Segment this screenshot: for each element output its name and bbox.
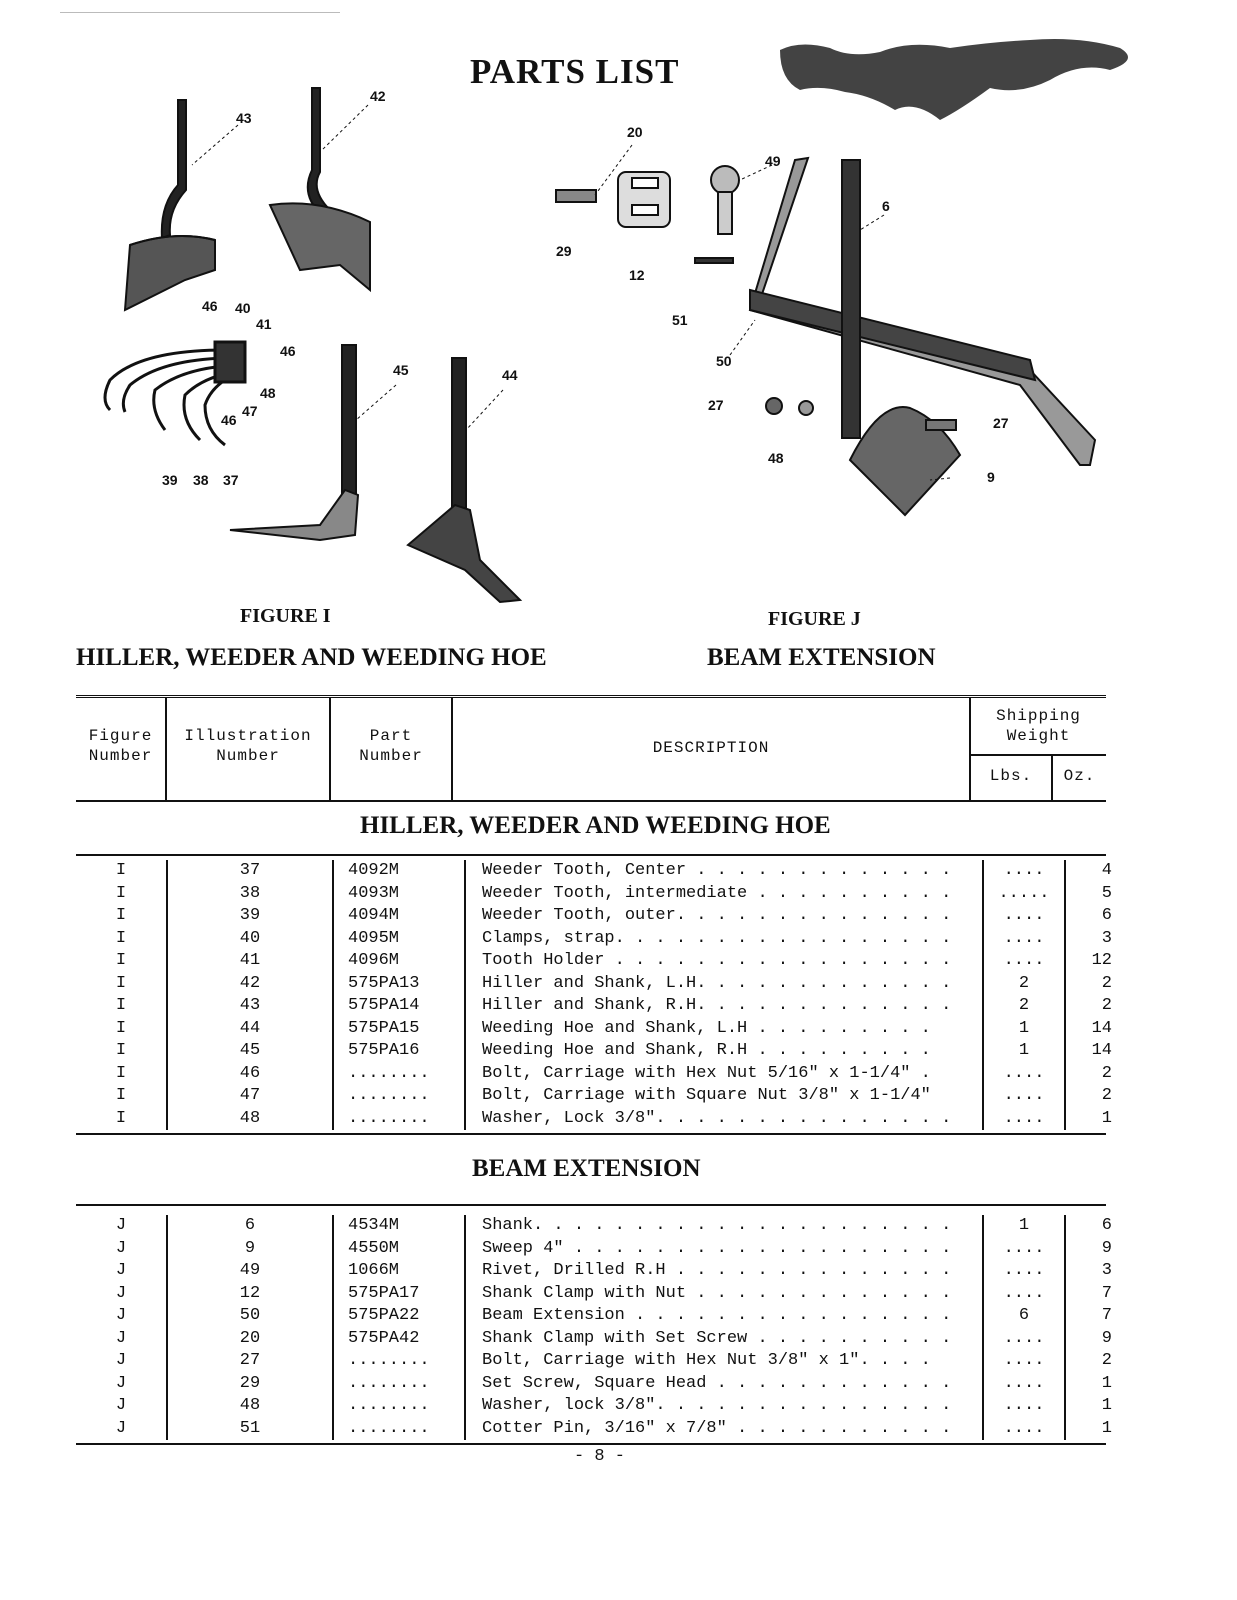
cell-part-number: 4096M	[333, 950, 465, 973]
cell-oz: 7	[1065, 1283, 1126, 1306]
cell-illustration-number: 20	[167, 1328, 333, 1351]
cell-figure-number: J	[115, 1373, 127, 1393]
cell-lbs: ....	[983, 1238, 1065, 1261]
cell-description: Hiller and Shank, R.H. . . . . . . . . . . . .	[465, 995, 983, 1018]
ink-smudge	[780, 39, 1128, 120]
table-row	[76, 1040, 1126, 1063]
callout-i-45: 45	[393, 362, 409, 378]
header-figure-number: Figure Number	[88, 727, 153, 765]
cell-figure-number: I	[115, 1018, 127, 1038]
cell-description: Weeding Hoe and Shank, L.H . . . . . . . . .	[465, 1018, 983, 1041]
table-row	[76, 1395, 1126, 1418]
callout-j-6: 6	[882, 198, 890, 214]
cell-description: Shank Clamp with Nut . . . . . . . . . . . . .	[465, 1283, 983, 1306]
cell-part-number: 4534M	[333, 1215, 465, 1238]
table-row	[76, 1063, 1126, 1086]
cell-oz: 4	[1065, 860, 1126, 883]
cell-lbs: ....	[983, 1395, 1065, 1418]
cell-figure-number: J	[115, 1216, 127, 1235]
weeding-hoe-lh	[408, 358, 520, 602]
cell-oz: 3	[1065, 928, 1126, 951]
cell-part-number: ........	[333, 1063, 465, 1086]
cell-description: Tooth Holder . . . . . . . . . . . . . . . . .	[465, 950, 983, 973]
cell-oz: 14	[1065, 1040, 1126, 1063]
callout-i-46b: 46	[280, 343, 296, 359]
cell-figure-number: J	[115, 1418, 127, 1438]
header-oz: Oz.	[1063, 767, 1096, 785]
cell-oz: 14	[1065, 1018, 1126, 1041]
figure-j-label: FIGURE J	[768, 608, 861, 630]
section-end-rule-beam	[76, 1443, 1106, 1445]
callout-i-40: 40	[235, 300, 251, 316]
cell-figure-number: I	[115, 951, 127, 970]
figure-j-caption: BEAM EXTENSION	[707, 644, 936, 671]
cell-part-number: 575PA42	[333, 1328, 465, 1351]
cell-description: Cotter Pin, 3/16" x 7/8" . . . . . . . . . . .	[465, 1418, 983, 1441]
callout-j-29: 29	[556, 243, 572, 259]
cell-part-number: 575PA22	[333, 1305, 465, 1328]
cell-oz: 9	[1065, 1328, 1126, 1351]
cell-description: Rivet, Drilled R.H . . . . . . . . . . . . . .	[465, 1260, 983, 1283]
cell-lbs: 6	[983, 1305, 1065, 1328]
cell-oz: 1	[1065, 1373, 1126, 1396]
callout-i-47: 47	[242, 403, 258, 419]
cell-illustration-number: 51	[167, 1418, 333, 1441]
cell-illustration-number: 29	[167, 1373, 333, 1396]
table-row	[76, 1215, 1126, 1238]
table-row	[76, 1283, 1126, 1306]
table-row	[76, 1018, 1126, 1041]
cell-part-number: 4092M	[333, 860, 465, 883]
cell-figure-number: I	[115, 861, 127, 880]
page-number: - 8 -	[574, 1447, 626, 1466]
cell-description: Sweep 4" . . . . . . . . . . . . . . . . . . .	[465, 1238, 983, 1261]
cell-part-number: 4094M	[333, 905, 465, 928]
weeding-hoe-rh	[230, 345, 358, 540]
cell-description: Weeder Tooth, intermediate . . . . . . . . . .	[465, 883, 983, 906]
cell-part-number: 575PA16	[333, 1040, 465, 1063]
cell-part-number: ........	[333, 1395, 465, 1418]
cell-oz: 1	[1065, 1418, 1126, 1441]
cell-lbs: ....	[983, 905, 1065, 928]
callout-j-51: 51	[672, 312, 688, 328]
cell-illustration-number: 38	[167, 883, 333, 906]
cell-description: Set Screw, Square Head . . . . . . . . . . . .	[465, 1373, 983, 1396]
cell-oz: 2	[1065, 973, 1126, 996]
table-row	[76, 1108, 1126, 1131]
cell-oz: 3	[1065, 1260, 1126, 1283]
cell-description: Bolt, Carriage with Square Nut 3/8" x 1-1/4"	[465, 1085, 983, 1108]
cell-lbs: ....	[983, 950, 1065, 973]
shank	[842, 160, 860, 438]
cell-part-number: 575PA13	[333, 973, 465, 996]
cell-figure-number: I	[115, 1108, 127, 1128]
cell-oz: 2	[1065, 1350, 1126, 1373]
cell-oz: 6	[1065, 1215, 1126, 1238]
cell-oz: 7	[1065, 1305, 1126, 1328]
cell-illustration-number: 48	[167, 1108, 333, 1131]
cell-oz: 2	[1065, 1085, 1126, 1108]
cell-lbs: 1	[983, 1040, 1065, 1063]
callout-j-49: 49	[765, 153, 781, 169]
header-lbs: Lbs.	[989, 767, 1033, 785]
cell-figure-number: J	[115, 1306, 127, 1325]
callout-j-27a: 27	[708, 397, 724, 413]
callout-i-44: 44	[502, 367, 518, 383]
cell-description: Shank Clamp with Set Screw . . . . . . . . . .	[465, 1328, 983, 1351]
cell-description: Weeding Hoe and Shank, R.H . . . . . . . . .	[465, 1040, 983, 1063]
section-title-hiller: HILLER, WEEDER AND WEEDING HOE	[360, 812, 831, 839]
cell-oz: 1	[1065, 1108, 1126, 1131]
cell-lbs: 2	[983, 973, 1065, 996]
table-row	[76, 1238, 1126, 1261]
cell-description: Shank. . . . . . . . . . . . . . . . . . . . .	[465, 1215, 983, 1238]
cell-illustration-number: 46	[167, 1063, 333, 1086]
cell-part-number: 1066M	[333, 1260, 465, 1283]
cell-figure-number: I	[115, 1041, 127, 1060]
cell-figure-number: J	[115, 1351, 127, 1370]
section-end-rule-hiller	[76, 1133, 1106, 1135]
callout-i-37: 37	[223, 472, 239, 488]
page-title: PARTS LIST	[470, 52, 680, 91]
cell-illustration-number: 40	[167, 928, 333, 951]
cell-oz: 1	[1065, 1395, 1126, 1418]
cell-description: Washer, lock 3/8". . . . . . . . . . . . . . .	[465, 1395, 983, 1418]
cell-oz: 5	[1065, 883, 1126, 906]
cell-figure-number: J	[115, 1396, 127, 1415]
parts-table-hiller	[76, 860, 1126, 1130]
parts-illustrations	[0, 0, 1237, 640]
cell-description: Clamps, strap. . . . . . . . . . . . . . . . .	[465, 928, 983, 951]
cell-illustration-number: 48	[167, 1395, 333, 1418]
header-description: DESCRIPTION	[652, 739, 770, 757]
table-row	[76, 973, 1126, 996]
cell-part-number: 4095M	[333, 928, 465, 951]
callout-i-38: 38	[193, 472, 209, 488]
cell-part-number: 575PA14	[333, 995, 465, 1018]
header-shipping-weight: Shipping Weight	[996, 707, 1081, 745]
cell-lbs: ....	[983, 1350, 1065, 1373]
cell-lbs: 1	[983, 1215, 1065, 1238]
cell-oz: 2	[1065, 995, 1126, 1018]
callout-j-27b: 27	[993, 415, 1009, 431]
cell-figure-number: I	[115, 996, 127, 1015]
cell-figure-number: I	[115, 906, 127, 925]
callout-j-12: 12	[629, 267, 645, 283]
table-row	[76, 860, 1126, 883]
callout-j-50: 50	[716, 353, 732, 369]
cell-description: Hiller and Shank, L.H. . . . . . . . . . . . .	[465, 973, 983, 996]
cell-description: Beam Extension . . . . . . . . . . . . . . . .	[465, 1305, 983, 1328]
cell-figure-number: I	[115, 973, 127, 993]
cell-lbs: ....	[983, 1260, 1065, 1283]
table-row	[76, 1373, 1126, 1396]
callout-i-46c: 46	[221, 412, 237, 428]
cell-lbs: ....	[983, 1328, 1065, 1351]
cell-lbs: ....	[983, 860, 1065, 883]
cell-illustration-number: 37	[167, 860, 333, 883]
cell-part-number: 575PA17	[333, 1283, 465, 1306]
cell-part-number: 575PA15	[333, 1018, 465, 1041]
cell-figure-number: J	[115, 1283, 127, 1303]
cell-description: Washer, Lock 3/8". . . . . . . . . . . . . . .	[465, 1108, 983, 1131]
cell-lbs: ....	[983, 1418, 1065, 1441]
callout-i-42: 42	[370, 88, 386, 104]
cell-part-number: ........	[333, 1085, 465, 1108]
cell-oz: 12	[1065, 950, 1126, 973]
table-row	[76, 1085, 1126, 1108]
cell-illustration-number: 50	[167, 1305, 333, 1328]
table-row	[76, 950, 1126, 973]
header-part-number: Part Number	[359, 727, 423, 765]
cell-oz: 2	[1065, 1063, 1126, 1086]
cell-part-number: ........	[333, 1418, 465, 1441]
cell-lbs: 2	[983, 995, 1065, 1018]
table-row	[76, 1260, 1126, 1283]
cell-illustration-number: 44	[167, 1018, 333, 1041]
cell-figure-number: J	[115, 1328, 127, 1348]
table-row	[76, 928, 1126, 951]
callout-i-41: 41	[256, 316, 272, 332]
cell-description: Weeder Tooth, Center . . . . . . . . . . . . .	[465, 860, 983, 883]
cell-illustration-number: 45	[167, 1040, 333, 1063]
cell-illustration-number: 27	[167, 1350, 333, 1373]
callout-i-46a: 46	[202, 298, 218, 314]
cell-part-number: 4093M	[333, 883, 465, 906]
leader-lines	[192, 105, 950, 480]
table-header	[76, 695, 1106, 802]
cell-part-number: ........	[333, 1373, 465, 1396]
table-row	[76, 883, 1126, 906]
table-row	[76, 905, 1126, 928]
table-row	[76, 995, 1126, 1018]
cell-illustration-number: 39	[167, 905, 333, 928]
cell-figure-number: J	[115, 1238, 127, 1258]
figure-i-caption: HILLER, WEEDER AND WEEDING HOE	[76, 644, 547, 671]
callout-j-48: 48	[768, 450, 784, 466]
cell-lbs: ....	[983, 1108, 1065, 1131]
cell-figure-number: I	[115, 1086, 127, 1105]
cell-oz: 6	[1065, 905, 1126, 928]
cell-figure-number: I	[115, 1063, 127, 1083]
cell-lbs: ....	[983, 1283, 1065, 1306]
cell-illustration-number: 9	[167, 1238, 333, 1261]
cell-part-number: 4550M	[333, 1238, 465, 1261]
callout-i-43: 43	[236, 110, 252, 126]
cell-part-number: ........	[333, 1108, 465, 1131]
callout-i-39: 39	[162, 472, 178, 488]
callout-i-48: 48	[260, 385, 276, 401]
callout-j-9: 9	[987, 469, 995, 485]
cell-lbs: ....	[983, 1063, 1065, 1086]
cell-lbs: ....	[983, 1373, 1065, 1396]
cell-lbs: ....	[983, 928, 1065, 951]
cell-illustration-number: 47	[167, 1085, 333, 1108]
callout-j-20: 20	[627, 124, 643, 140]
table-row	[76, 1350, 1126, 1373]
table-row	[76, 1305, 1126, 1328]
table-row	[76, 1418, 1126, 1441]
hiller-rh	[125, 100, 215, 310]
cell-figure-number: J	[115, 1261, 127, 1280]
weeder	[105, 342, 245, 445]
cell-oz: 9	[1065, 1238, 1126, 1261]
cell-illustration-number: 42	[167, 973, 333, 996]
cell-figure-number: I	[115, 928, 127, 948]
cell-lbs: ....	[983, 1085, 1065, 1108]
section-rule-hiller	[76, 854, 1106, 856]
cell-illustration-number: 41	[167, 950, 333, 973]
table-row	[76, 1328, 1126, 1351]
cell-description: Bolt, Carriage with Hex Nut 5/16" x 1-1/4" .	[465, 1063, 983, 1086]
cell-illustration-number: 43	[167, 995, 333, 1018]
cell-lbs: 1	[983, 1018, 1065, 1041]
cell-lbs: .....	[983, 883, 1065, 906]
cell-description: Bolt, Carriage with Hex Nut 3/8" x 1". . . .	[465, 1350, 983, 1373]
header-illustration-number: Illustration Number	[184, 727, 312, 765]
cell-part-number: ........	[333, 1350, 465, 1373]
section-rule-beam	[76, 1204, 1106, 1206]
figure-i-label: FIGURE I	[240, 605, 331, 627]
cell-illustration-number: 6	[167, 1215, 333, 1238]
cell-illustration-number: 12	[167, 1283, 333, 1306]
parts-table-beam	[76, 1215, 1126, 1440]
cell-figure-number: I	[115, 883, 127, 903]
section-title-beam: BEAM EXTENSION	[472, 1155, 701, 1182]
cell-description: Weeder Tooth, outer. . . . . . . . . . . . . .	[465, 905, 983, 928]
cell-illustration-number: 49	[167, 1260, 333, 1283]
